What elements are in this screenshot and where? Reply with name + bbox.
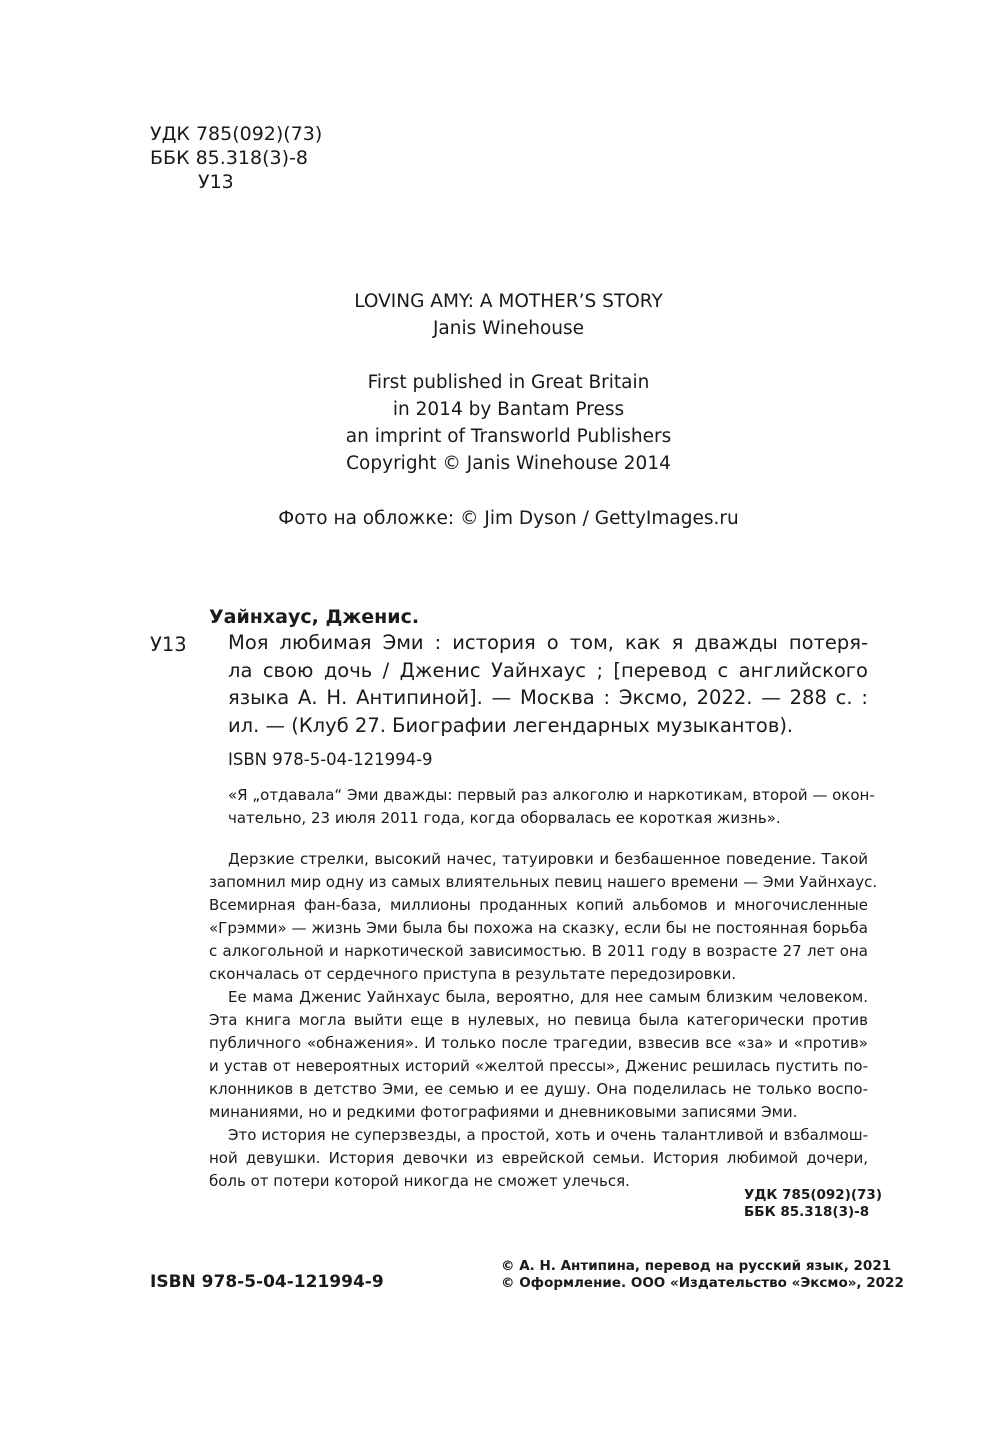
udk-code: УДК 785(092)(73): [150, 123, 323, 145]
annotation-udk: УДК 785(092)(73): [744, 1187, 882, 1203]
cover-photo-credit: [0, 505, 987, 532]
publication-line: an imprint of Transworld Publishers: [345, 426, 672, 447]
quote-line: «Я „отдавала“ Эми дважды: первый раз алкоголю и наркотикам, второй — окон-: [228, 786, 875, 804]
paragraph-line: Всемирная фан-база, миллионы проданных копий альбомов и многочисленные: [209, 896, 868, 914]
paragraph-line: скончалась от сердечного приступа в результате передозировки.: [209, 965, 737, 983]
annotation-bbk: ББК 85.318(3)-8: [744, 1204, 870, 1220]
paragraph-line: и устав от невероятных историй «желтой прессы», Дженис решилась пустить по-: [209, 1057, 868, 1075]
paragraph-line: Дерзкие стрелки, высокий начес, татуировки и безбашенное поведение. Такой: [228, 850, 868, 868]
annotation-paragraph-2: [209, 986, 868, 1124]
copyright-translation: © А. Н. Антипина, перевод на русский язык, 2021: [501, 1258, 892, 1274]
paragraph-line: боль от потери которой никогда не сможет улечься.: [209, 1172, 630, 1190]
publication-line: First published in Great Britain: [367, 372, 650, 393]
paragraph-line: запомнил мир одну из самых влиятельных певиц нашего времени — Эми Уайнхаус.: [209, 873, 878, 891]
paragraph-line: Ее мама Дженис Уайнхаус была, вероятно, для нее самым близким человеком.: [228, 988, 868, 1006]
paragraph-line: публичного «обнажения». И только после трагедии, взвесив все «за» и «против»: [209, 1034, 868, 1052]
copyright-design: © Оформление. ООО «Издательство «Эксмо», 2022: [501, 1275, 904, 1291]
bibliographic-description: [228, 629, 868, 739]
annotation-paragraph-1: [209, 848, 878, 986]
record-isbn: ISBN 978-5-04-121994-9: [228, 750, 433, 769]
paragraph-line: Это история не суперзвезды, а простой, хоть и очень талантливой и взбалмош-: [228, 1126, 868, 1144]
description-line: ла свою дочь / Дженис Уайнхаус ; [перевод с английского: [228, 658, 868, 682]
publication-line: in 2014 by Bantam Press: [392, 399, 625, 420]
original-author: Janis Winehouse: [432, 318, 585, 339]
author-heading: Уайнхаус, Дженис.: [209, 606, 420, 628]
copyright-line: Copyright © Janis Winehouse 2014: [346, 453, 671, 474]
paragraph-line: клонников в детство Эми, ее семью и ее душу. Она поделилась не только воспо-: [209, 1080, 868, 1098]
paragraph-line: ной девушки. История девочки из еврейской семьи. История любимой дочери,: [209, 1149, 868, 1167]
author-sign: У13: [198, 171, 234, 193]
quote-line: чательно, 23 июля 2011 года, когда оборвалась ее короткая жизнь».: [228, 809, 781, 827]
original-title: LOVING AMY: A MOTHER’S STORY: [354, 291, 663, 312]
annotation-paragraph-3: [209, 1124, 868, 1193]
annotation-quote: [228, 784, 875, 830]
paragraph-line: Эта книга могла выйти еще в нулевых, но певица была категорически против: [209, 1011, 868, 1029]
footer-isbn: ISBN 978-5-04-121994-9: [150, 1272, 384, 1292]
bbk-code: ББК 85.318(3)-8: [150, 147, 308, 169]
paragraph-line: с алкогольной и наркотической зависимостью. В 2011 году в возрасте 27 лет она: [209, 942, 868, 960]
original-title-block: [0, 288, 987, 342]
paragraph-line: минаниями, но и редкими фотографиями и дневниковыми записями Эми.: [209, 1103, 798, 1121]
publication-info: [0, 369, 987, 477]
record-author-sign: У13: [150, 633, 187, 656]
description-line: языка А. Н. Антипиной]. — Москва : Эксмо, 2022. — 288 с. :: [228, 686, 868, 709]
paragraph-line: «Грэмми» — жизнь Эми была бы похожа на сказку, если бы не постоянная борьба: [209, 919, 868, 937]
description-line: ил. — (Клуб 27. Биографии легендарных музыкантов).: [228, 713, 794, 737]
cover-photo-credit-text: Фото на обложке: © Jim Dyson / GettyImages.ru: [278, 508, 739, 529]
description-line: Моя любимая Эми : история о том, как я дважды потеря-: [228, 631, 868, 654]
